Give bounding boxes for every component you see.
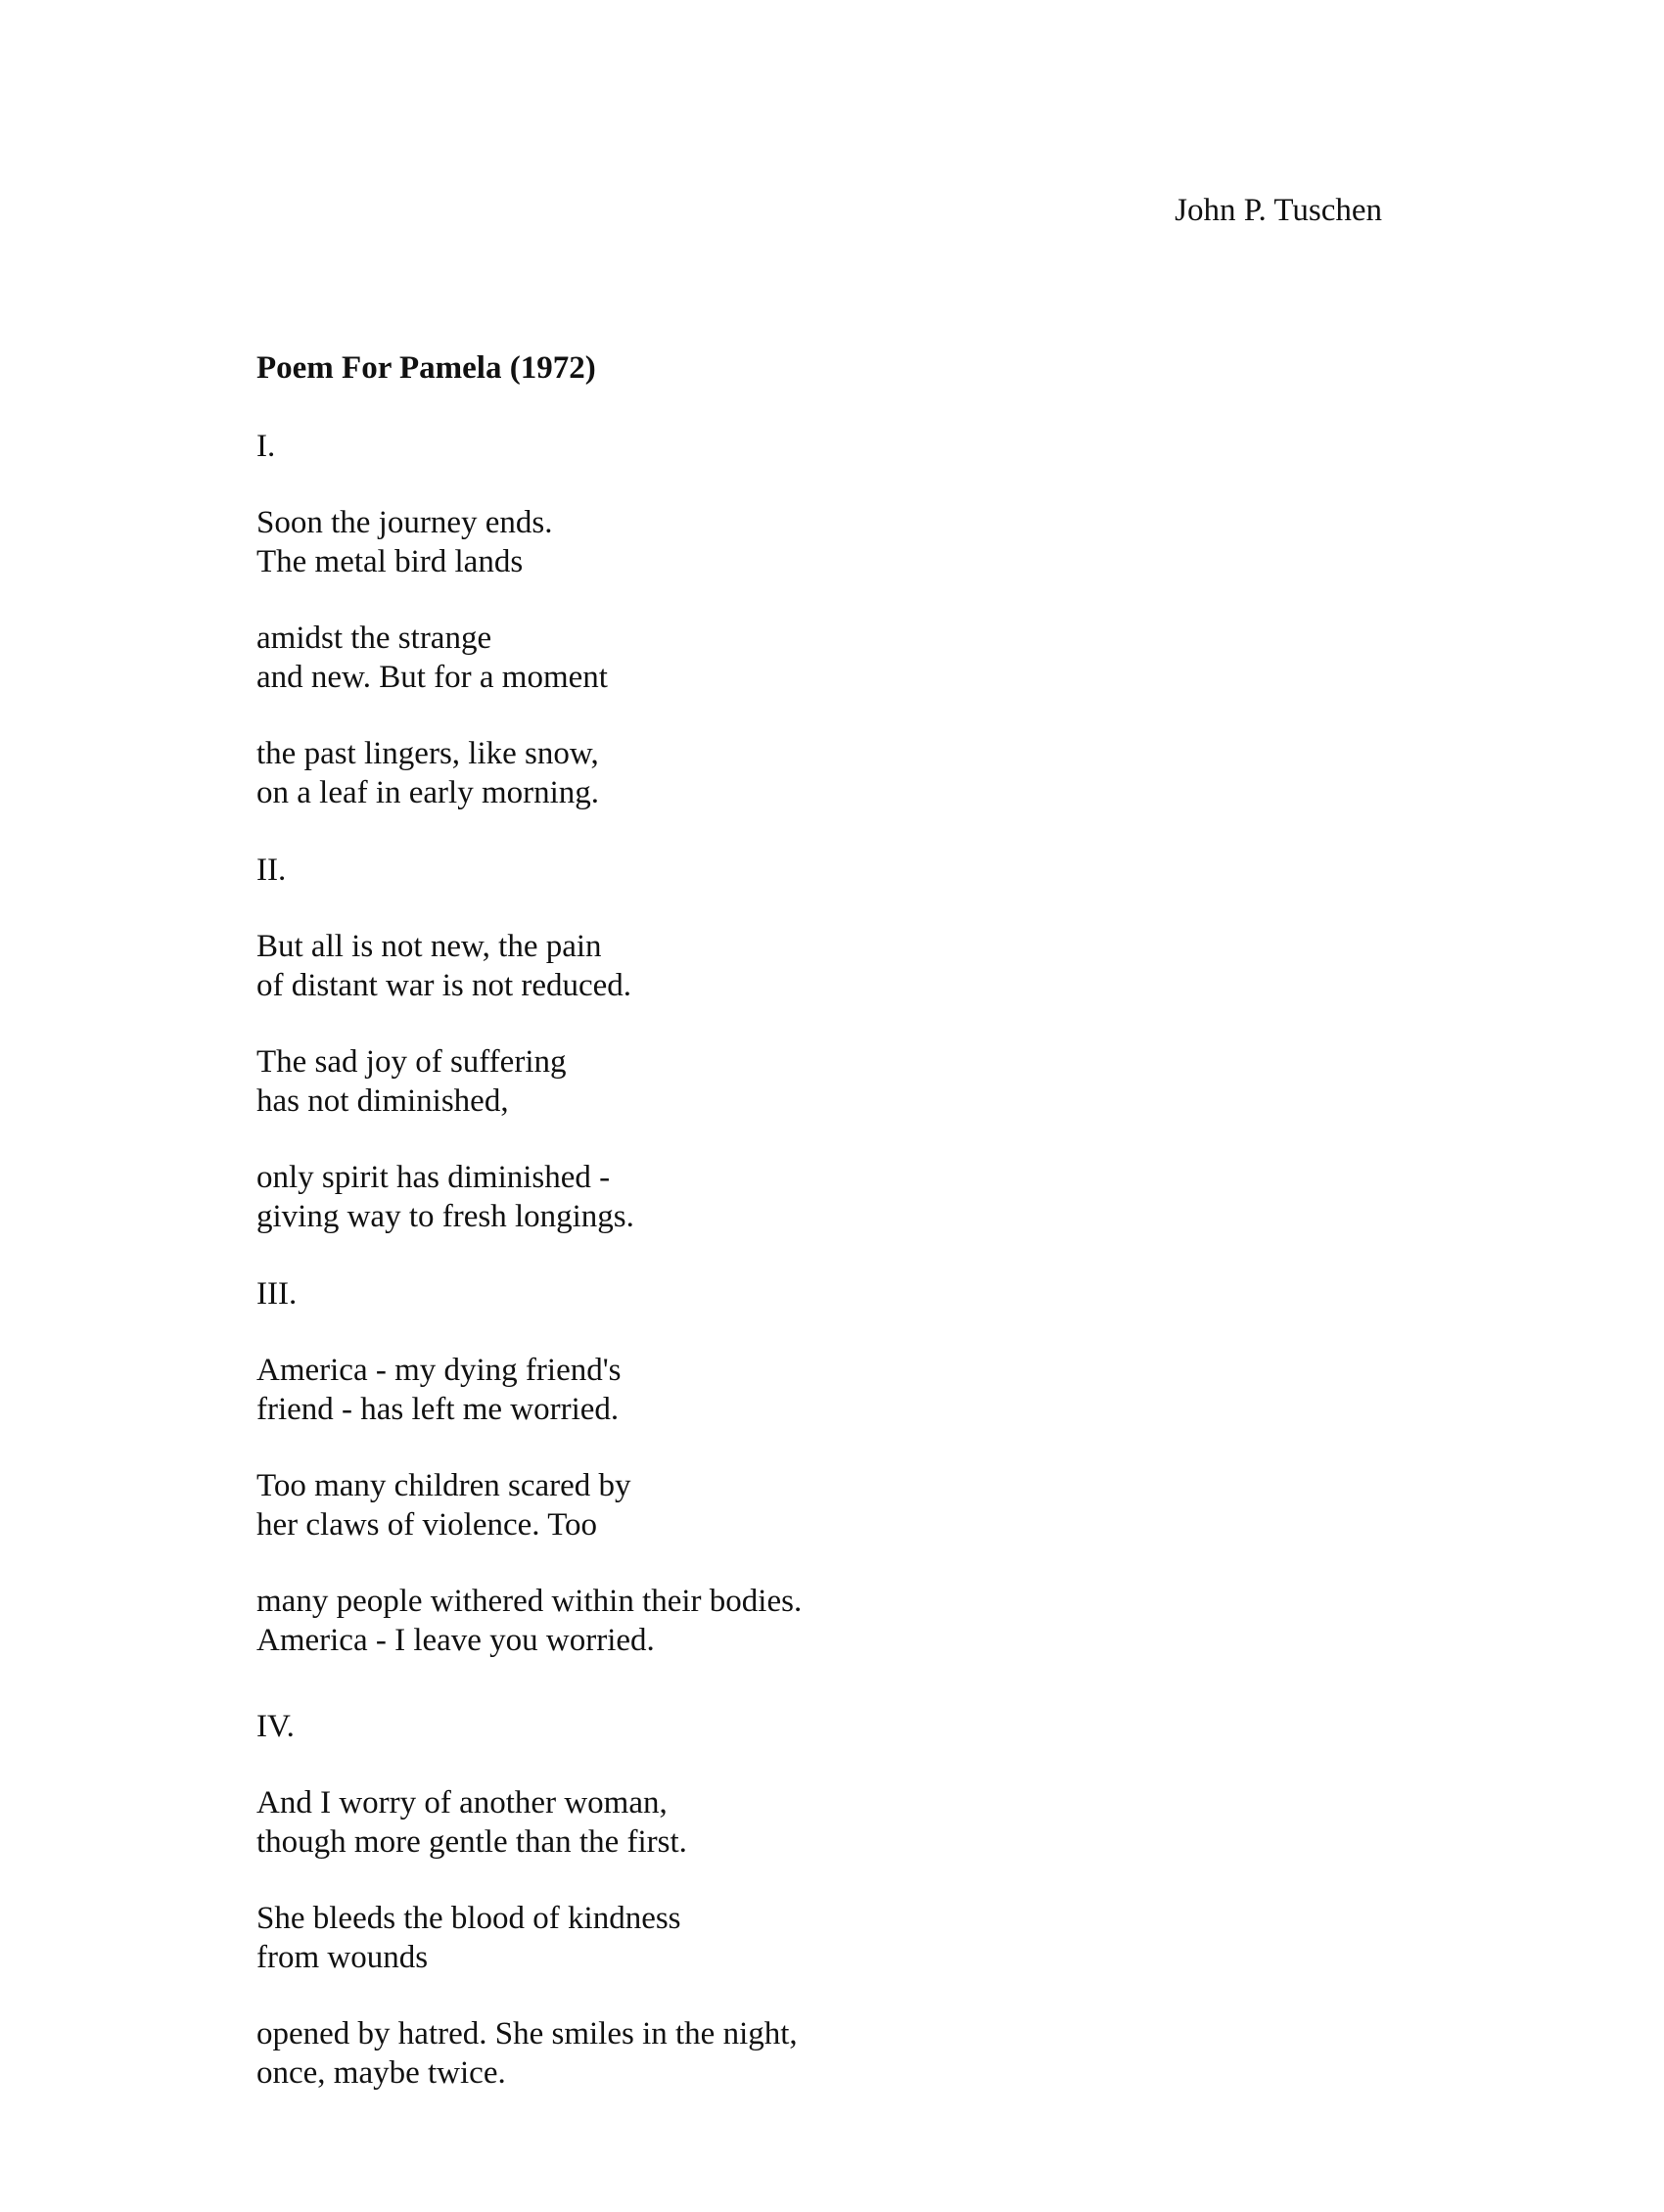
poem-line: Soon the journey ends. <box>256 505 553 540</box>
poem-line: on a leaf in early morning. <box>256 774 600 810</box>
poem-line: opened by hatred. She smiles in the night, <box>256 2016 798 2051</box>
poem-line: many people withered within their bodies. <box>256 1584 803 1619</box>
section-number: III. <box>256 1276 298 1312</box>
poem-line: of distant war is not reduced. <box>256 967 632 1003</box>
poem-line: She bleeds the blood of kindness <box>256 1901 681 1936</box>
poem-line: amidst the strange <box>256 621 492 656</box>
poem-body <box>256 348 1333 2131</box>
poem-section-2 <box>256 851 1333 1236</box>
poem-section-4 <box>256 1707 1333 2093</box>
stanza <box>256 928 1333 1005</box>
poem-section-1 <box>256 427 1333 812</box>
poem-line: America - my dying friend's <box>256 1353 622 1388</box>
stanza <box>256 1784 1333 1862</box>
poem-line: giving way to fresh longings. <box>256 1198 634 1234</box>
poem-line: has not diminished, <box>256 1083 509 1119</box>
poem-line: the past lingers, like snow, <box>256 736 599 771</box>
stanza <box>256 1583 1333 1660</box>
poem-section-3 <box>256 1274 1333 1660</box>
section-number: I. <box>256 429 276 464</box>
poem-line: And I worry of another woman, <box>256 1785 668 1820</box>
poem-line: though more gentle than the first. <box>256 1823 687 1860</box>
poem-line: The metal bird lands <box>256 543 524 579</box>
stanza <box>256 620 1333 697</box>
poem-line: only spirit has diminished - <box>256 1160 611 1195</box>
stanza <box>256 735 1333 812</box>
poem-title: Poem For Pamela (1972) <box>256 350 596 386</box>
poem-line: and new. But for a moment <box>256 659 608 695</box>
poem-line: Too many children scared by <box>256 1468 631 1503</box>
poem-line: America - I leave you worried. <box>256 1622 655 1658</box>
poem-line: once, maybe twice. <box>256 2054 506 2091</box>
poem-line: friend - has left me worried. <box>256 1391 620 1427</box>
section-number: IV. <box>256 1709 295 1744</box>
stanza <box>256 1467 1333 1544</box>
poem-line: But all is not new, the pain <box>256 929 602 964</box>
stanza <box>256 2015 1333 2093</box>
stanza <box>256 1352 1333 1429</box>
stanza <box>256 504 1333 581</box>
poem-line: The sad joy of suffering <box>256 1044 567 1080</box>
section-number: II. <box>256 853 287 888</box>
poem-line: her claws of violence. Too <box>256 1506 598 1543</box>
stanza <box>256 1159 1333 1236</box>
author-name: John P. Tuschen <box>1175 193 1382 228</box>
stanza <box>256 1043 1333 1121</box>
poem-line: from wounds <box>256 1939 429 1975</box>
stanza <box>256 1900 1333 1977</box>
